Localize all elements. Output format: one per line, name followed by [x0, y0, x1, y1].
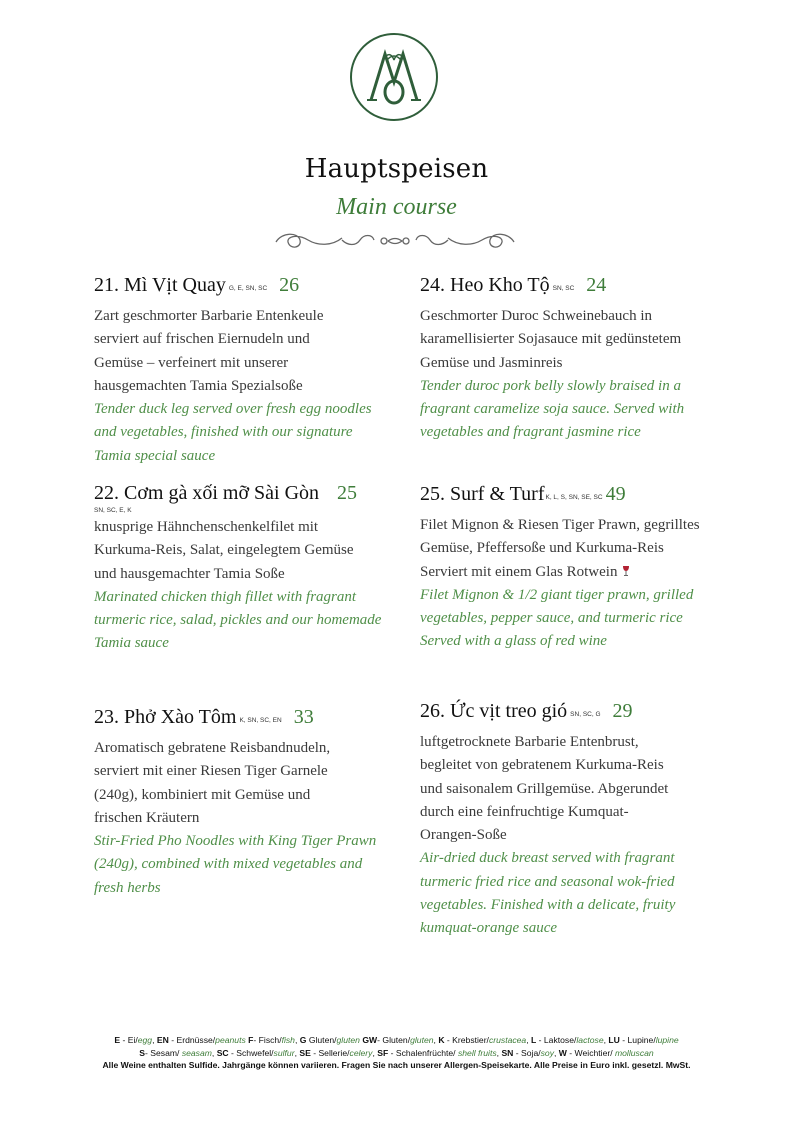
legend-code: SE [299, 1047, 311, 1058]
legend-de: Soja/ [521, 1047, 541, 1058]
legend-code: F [248, 1035, 254, 1045]
item-description-en [420, 584, 720, 654]
desc-line: Gemüse und Jasminreis [420, 354, 563, 371]
logo-monogram-icon [349, 32, 439, 122]
item-price: 33 [293, 706, 314, 728]
item-description-en [420, 375, 720, 445]
desc-line: knusprige Hähnchenschenkelfilet mit [94, 519, 319, 535]
legend-en: shell fruits [457, 1047, 497, 1058]
item-name: 22. Cơm gà xối mỡ Sài Gòn [94, 482, 320, 504]
desc-line: serviert auf frischen Eiernudeln und [94, 331, 310, 348]
desc-line: Marinated chicken thigh fillet with fragrant [94, 588, 357, 605]
legend-code: SN [501, 1047, 514, 1058]
legend-de: Fisch/ [258, 1035, 282, 1045]
desc-line: und hausgemachter Tamia Soße [94, 565, 285, 582]
desc-line: Gemüse, Pfeffersoße und Kurkuma-Reis [420, 540, 664, 557]
desc-line: (240g), combined with mixed vegetables and [94, 856, 363, 873]
desc-line: vegetables and fragrant jasmine rice [420, 424, 641, 441]
item-price: 29 [612, 700, 633, 722]
legend-en: gluten [336, 1035, 360, 1045]
item-header [420, 272, 720, 302]
legend-en: lactose [576, 1035, 604, 1045]
desc-line: turmeric rice, salad, pickles and our homemade [94, 612, 382, 629]
menu-item-25 [420, 481, 720, 654]
item-description-de [420, 731, 720, 847]
item-description-en [94, 398, 394, 468]
desc-line: Filet Mignon & Riesen Tiger Prawn, gegrilltes [420, 517, 700, 533]
legend-de: Sesam/ [150, 1047, 180, 1058]
allergen-footer [40, 1034, 753, 1072]
menu-item-21 [94, 272, 394, 468]
legend-code: SF [377, 1047, 389, 1058]
item-price: 25 [337, 482, 358, 504]
item-header [94, 704, 394, 734]
desc-line: Tender duroc pork belly slowly braised in a [420, 377, 681, 394]
desc-line: Serviert mit einem Glas Rotwein [420, 563, 618, 580]
legend-en: soy [540, 1047, 554, 1058]
item-allergens: SN, SC [552, 285, 575, 292]
item-name: 26. Ức vịt treo gió [420, 700, 568, 722]
desc-line: Tamia special sauce [94, 447, 216, 464]
desc-line: Kurkuma-Reis, Salat, eingelegtem Gemüse [94, 542, 354, 559]
page-title: Hauptspeisen [304, 154, 489, 184]
legend-en: celery [349, 1047, 373, 1058]
desc-line: vegetables, pepper sauce, and turmeric rice [420, 610, 683, 627]
desc-line: Served with a glass of red wine [420, 633, 607, 650]
legend-code: LU [608, 1035, 620, 1045]
desc-line: and vegetables, finished with our signature [94, 424, 353, 441]
item-description-de [420, 514, 720, 584]
allergen-legend-line-2: S- Sesam/ seasam, SC - Schwefel/sulfur, SE - Sellerie/celery, SF - Schalenfrüchte/ shell fruits, SN - Soja/soy, W - Weichtier/ molluscan [139, 1047, 654, 1058]
legend-en: crustacea [488, 1035, 527, 1045]
legend-de: Schalenfrüchte/ [395, 1047, 456, 1058]
menu-item-22 [94, 480, 394, 656]
desc-line: Geschmorter Duroc Schweinebauch in [420, 308, 653, 324]
item-price: 24 [586, 274, 607, 296]
item-allergens: SN, SC, G [570, 711, 601, 718]
legend-de: Sellerie/ [318, 1047, 350, 1058]
item-description-en [94, 586, 394, 656]
legend-en: seasam [181, 1047, 212, 1058]
legend-code: E [114, 1035, 121, 1045]
item-allergens: K, L, S, SN, SE, SC [545, 494, 603, 501]
page-subtitle: Main course [336, 194, 457, 220]
legend-de: Weichtier/ [574, 1047, 613, 1058]
legend-en: peanuts [215, 1035, 246, 1045]
item-allergens: G, E, SN, SC [228, 285, 268, 292]
item-header [420, 481, 720, 511]
legend-en: molluscan [614, 1047, 654, 1058]
legend-code: S [139, 1047, 146, 1058]
item-name: 23. Phở Xào Tôm [94, 706, 237, 728]
item-price: 26 [279, 274, 300, 296]
item-header [94, 480, 394, 506]
desc-line: hausgemachten Tamia Spezialsoße [94, 377, 303, 394]
desc-line: Zart geschmorter Barbarie Entenkeule [94, 308, 324, 324]
item-name: 21. Mì Vịt Quay [94, 274, 226, 296]
desc-line: Filet Mignon & 1/2 giant tiger prawn, grilled [420, 586, 694, 603]
desc-line: vegetables. Finished with a delicate, fruity [420, 897, 676, 914]
item-allergens: SN, SC, E, K [94, 507, 132, 514]
item-header [94, 272, 394, 302]
item-allergens: K, SN, SC, EN [239, 717, 282, 724]
legend-de: Krebstier/ [452, 1035, 489, 1045]
desc-line: Tamia sauce [94, 635, 169, 652]
item-description-de [94, 737, 394, 830]
flourish-divider-icon [272, 226, 518, 256]
desc-line: Orangen-Soße [420, 827, 507, 844]
legend-de: Ei/ [127, 1035, 138, 1045]
legend-en: sulfur [273, 1047, 295, 1058]
item-price: 49 [605, 483, 626, 505]
desc-line: Air-dried duck breast served with fragrant [420, 850, 675, 867]
legend-code: EN [156, 1035, 169, 1045]
legend-de: Laktose/ [543, 1035, 577, 1045]
legend-en: gluten [410, 1035, 434, 1045]
item-description-de [94, 305, 394, 398]
legend-code: L [531, 1035, 537, 1045]
desc-line: fresh herbs [94, 879, 161, 896]
desc-line: (240g), kombiniert mit Gemüse und [94, 786, 311, 803]
desc-line: kumquat-orange sauce [420, 920, 558, 937]
menu-item-24 [420, 272, 720, 445]
desc-line: begleitet von gebratenem Kurkuma-Reis [420, 757, 664, 774]
item-description-en [94, 830, 394, 900]
legend-code: K [438, 1035, 445, 1045]
legend-de: Gluten/ [382, 1035, 411, 1045]
item-header [420, 698, 720, 728]
desc-line-with-icon [420, 561, 720, 584]
desc-line: karamellisierter Sojasauce mit gedünstetem [420, 331, 682, 348]
menu-item-26 [420, 698, 720, 941]
desc-line: und saisonalem Grillgemüse. Abgerundet [420, 780, 669, 797]
legend-de: Gluten/ [308, 1035, 337, 1045]
legend-de: Lupine/ [627, 1035, 656, 1045]
legend-en: fish [281, 1035, 295, 1045]
item-description-en [420, 847, 720, 940]
allergen-legend-line-1: E - Ei/egg, EN - Erdnüsse/peanuts F- Fisch/fish, G Gluten/gluten GW- Gluten/gluten, K - Krebstier/crustacea, L - Laktose/lactose, LU - Lupine/lupine [114, 1035, 679, 1045]
legend-code: G [299, 1035, 307, 1045]
desc-line: serviert mit einer Riesen Tiger Garnele [94, 763, 328, 780]
item-description-de [94, 516, 394, 586]
desc-line: luftgetrocknete Barbarie Entenbrust, [420, 734, 639, 750]
legend-en: egg [137, 1035, 153, 1045]
footer-disclaimer: Alle Weine enthalten Sulfide. Jahrgänge können variieren. Fragen Sie nach unserer Allergen-Speisekarte. Alle Preise in Euro inkl. gesetzl. MwSt. [102, 1060, 691, 1070]
legend-code: GW [362, 1035, 378, 1045]
legend-code: W [558, 1047, 567, 1058]
desc-line: durch eine feinfruchtige Kumquat- [420, 803, 629, 820]
item-name: 25. Surf & Turf [420, 483, 545, 505]
menu-item-23 [94, 704, 394, 900]
desc-line: turmeric fried rice and seasonal wok-fried [420, 873, 675, 890]
desc-line: fragrant caramelize soja sauce. Served with [420, 401, 685, 418]
item-description-de [420, 305, 720, 375]
legend-en: lupine [655, 1035, 679, 1045]
desc-line: Aromatisch gebratene Reisbandnudeln, [94, 740, 331, 756]
legend-de: Erdnüsse/ [176, 1035, 216, 1045]
legend-code: SC [216, 1047, 229, 1058]
desc-line: Stir-Fried Pho Noodles with King Tiger Prawn [94, 833, 377, 850]
desc-line: Tender duck leg served over fresh egg noodles [94, 401, 372, 418]
wine-glass-icon [621, 565, 631, 577]
item-name: 24. Heo Kho Tộ [420, 274, 550, 296]
desc-line: frischen Kräutern [94, 809, 200, 826]
legend-de: Schwefel/ [236, 1047, 274, 1058]
desc-line: Gemüse – verfeinert mit unserer [94, 354, 289, 371]
